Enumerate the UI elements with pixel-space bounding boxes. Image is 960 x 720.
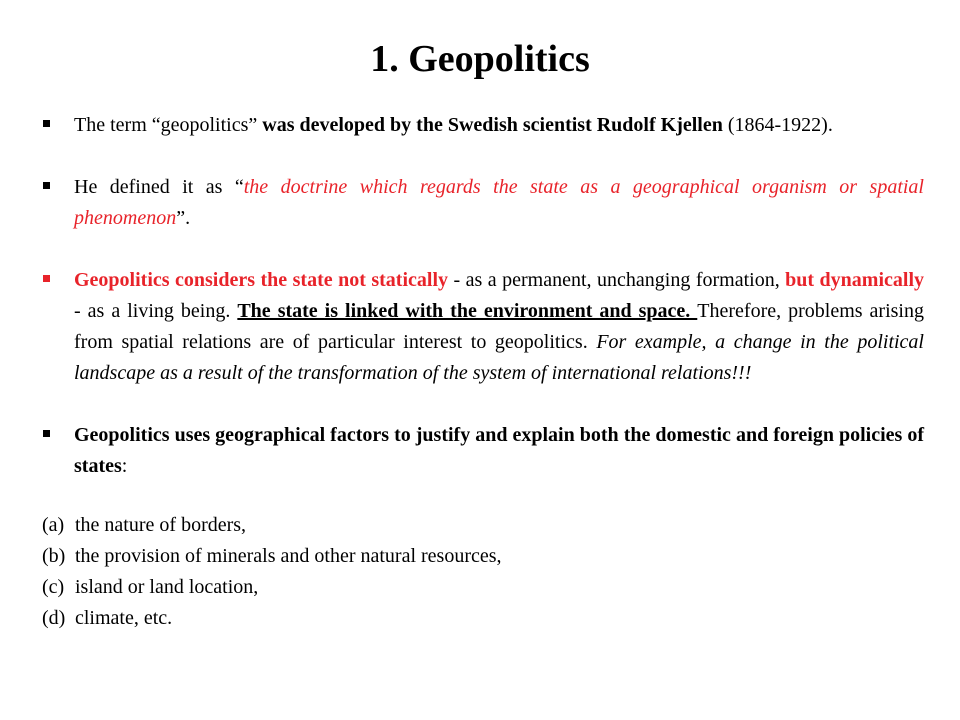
- bullet-text-bold: was developed by the Swedish scientist Rudolf Kjellen: [262, 114, 723, 136]
- list-item-label: (b): [42, 545, 66, 567]
- slide-content: [40, 110, 924, 482]
- square-bullet-icon: [43, 275, 50, 282]
- bullet-text: :: [121, 455, 128, 477]
- bullet-text: ”.: [176, 207, 191, 229]
- square-bullet-icon: [43, 430, 50, 437]
- highlight-text: but dynamically: [785, 269, 925, 291]
- list-item-text: island or land location,: [75, 576, 259, 598]
- list-item-text: the nature of borders,: [75, 514, 247, 536]
- bullet-text: (1864-1922).: [722, 114, 833, 136]
- bullet-item-definition: [40, 172, 924, 234]
- list-item: [42, 603, 922, 634]
- example-text: For example, a change in the political landscape as a result of the transformation of the system of international relations!!!: [74, 331, 924, 384]
- bullet-text: Therefore, problems arising from spatial relations are of particular interest to geopolitics.: [74, 300, 924, 353]
- list-item: [42, 541, 922, 572]
- bullet-item-term-origin: [40, 110, 924, 141]
- list-item-text: climate, etc.: [75, 607, 173, 629]
- definition-quote: the doctrine which regards the state as a geographical organism or spatial phenomenon: [74, 176, 924, 229]
- list-item: [42, 572, 922, 603]
- highlight-text: Geopolitics considers the state not statically: [74, 269, 449, 291]
- list-item-label: (a): [42, 514, 65, 536]
- underlined-statement: The state is linked with the environment and space.: [237, 300, 698, 322]
- bullet-text: He defined it as “: [74, 176, 244, 198]
- factor-list: [42, 510, 922, 634]
- square-bullet-icon: [43, 120, 50, 127]
- list-item-text: the provision of minerals and other natural resources,: [75, 545, 502, 567]
- bullet-item-geographic-factors: [40, 420, 924, 482]
- list-item: [42, 510, 922, 541]
- bullet-text: - as a permanent, unchanging formation,: [448, 269, 786, 291]
- bullet-text-bold: Geopolitics uses geographical factors to justify and explain both the domestic and foreign policies of states: [74, 424, 924, 477]
- bullet-text: - as a living being.: [74, 300, 238, 322]
- bullet-text: The term “geopolitics”: [74, 114, 263, 136]
- list-item-label: (d): [42, 607, 66, 629]
- list-item-label: (c): [42, 576, 65, 598]
- bullet-item-dynamic-state: [40, 265, 924, 389]
- square-bullet-icon: [43, 182, 50, 189]
- page-title: 1. Geopolitics: [370, 38, 590, 80]
